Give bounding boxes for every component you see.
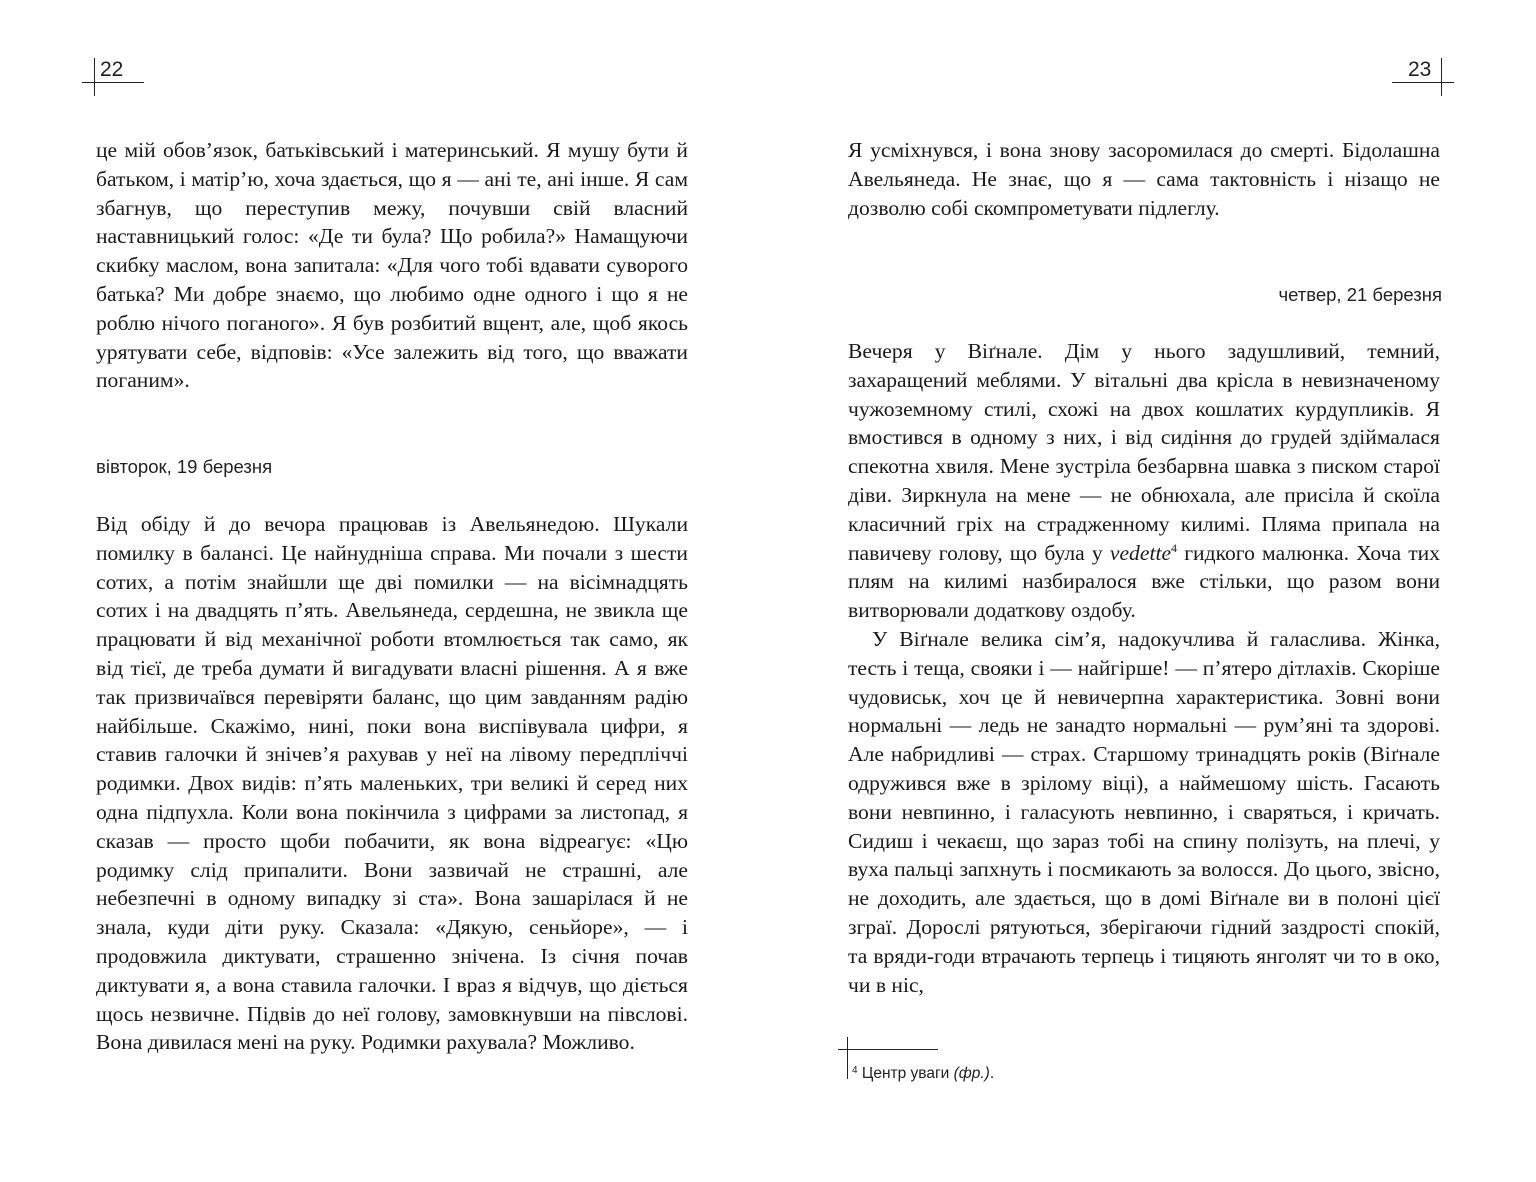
text-block-top	[848, 136, 1440, 222]
paragraph: Від обіду й до вечора працював із Авельянедою. Шукали помилку в балансі. Це найнудніша справа. Ми почали з шести сотих, а потім знайшли ще дві помилки — на вісімнадцять сотих і на двадцять п’ять. Авельянеда, сердешна, не звикла ще працювати й від механічної роботи втомлюється так само, як від тієї, де треба думати й вигадувати власні рішення. А я вже так призвичаївся перевіряти баланс, що цим завданням радію найбільше. Скажімо, нині, поки вона виспівувала цифри, я ставив галочки й знічев’я рахував у неї на лівому передпліччі родимки. Двох видів: п’ять маленьких, три великі й серед них одна підпухла. Коли вона покінчила з цифрами за листопад, я сказав — просто щоби побачити, як вона відреагує: «Цю родимку слід припалити. Вони зазвичай не страшні, але небезпечні в одному випадку зі ста». Вона зашарілася й не знала, куди діти руку. Сказала: «Дякую, сеньйоре», — і продовжила диктувати, страшенно знічена. Із січня почав диктувати я, а вона ставила галочки. І враз я відчув, що діється щось незвичне. Підвів до неї голову, замовкнувши на півслові. Вона дивилася мені на руку. Родимки рахувала? Можливо.	[96, 512, 688, 1055]
right-page	[768, 0, 1536, 1182]
footnote-language: (фр.)	[953, 1065, 990, 1082]
footnote-rule	[838, 1049, 938, 1050]
text-block-main	[96, 510, 688, 1057]
page-number: 22	[100, 58, 124, 81]
footnote-number: 4	[852, 1065, 858, 1076]
footnote	[852, 1061, 994, 1084]
corner-mark-vertical	[1441, 58, 1442, 96]
paragraph: це мій обов’язок, батьківський і материнський. Я мушу бути й батьком, і матір’ю, хоча здається, що я — ані те, ані інше. Я сам збагнув, що переступив межу, почувши свій власний наставницький голос: «Де ти була? Що робила?» Намащуючи скибку маслом, вона запитала: «Для чого тобі вдавати суворого батька? Ми добре знаємо, що любимо одне одного і що я не роблю нічого поганого». Я був розбитий вщент, але, щоб якось урятувати себе, відповів: «Усе залежить від того, що вважати поганим».	[96, 138, 688, 393]
corner-mark-horizontal	[1392, 82, 1454, 83]
text-block-main	[848, 337, 1440, 999]
page-number: 23	[1408, 58, 1432, 81]
dateline: четвер, 21 березня	[1278, 284, 1442, 305]
paragraph-text: гидкого малюнка. Хоча тих плям на килимі назбиралося вже стільки, що разом вони витворювали додаткову оздобу.	[848, 540, 1440, 623]
paragraph: У Віґнале велика сім’я, надокучлива й галаслива. Жінка, тесть і теща, свояки і — найгірше! — п’ятеро дітлахів. Скоріше чудовиськ, хоч це й невичерпна характеристика. Зовні вони нормальні — ледь не занадто нормальні — рум’яні та здорові. Але набридливі — страх. Старшому тринадцять років (Віґнале одружився вже в зрілому віці), а наймешому шість. Гасають вони невпинно, і галасують невпинно, і сваряться, і кричать. Сидиш і чекаєш, що зараз тобі на спину полізуть, на плечі, у вуха пальці запхнуть і посмикають за волосся. До цього, звісно, не доходить, але здається, що в домі Віґнале ви в полоні цієї зграї. Дорослі рятуються, зберігаючи гідний заздрості спокій, та вряди-годи втрачають терпець і тицяють янголят чи то в око, чи в ніс,	[848, 626, 1440, 997]
dateline: вівторок, 19 березня	[96, 456, 273, 477]
text-block-top	[96, 136, 688, 395]
foreign-word: vedette	[1109, 540, 1172, 565]
paragraph-text: Вечеря у Віґнале. Дім у нього задушливий, темний, захаращений меблями. У вітальні два крісла в невизначеному чужоземному стилі, схожі на двох кошлатих курдупликів. Я вмостився в одному з них, і від сидіння до грудей здіймалася спекотна хвиля. Мене зустріла безбарвна шавка з писком старої діви. Зиркнула на мене — не обнюхала, але присіла й скоїла класичний гріх на страдженному килимі. Пляма припала на павичеву голову, що була у	[848, 339, 1440, 565]
footnote-reference: 4	[1171, 540, 1178, 555]
footnote-end: .	[989, 1065, 995, 1082]
paragraph: Я усміхнувся, і вона знову засоромилася до смерті. Бідолашна Авельянеда. Не знає, що я — сама тактовність і нізащо не дозволю собі скомпрометувати підлеглу.	[848, 138, 1440, 220]
footnote-rule-vertical	[847, 1037, 848, 1079]
corner-mark-vertical	[94, 58, 95, 96]
paragraph	[848, 337, 1440, 625]
footnote-text: Центр уваги	[861, 1065, 950, 1082]
corner-mark-horizontal	[82, 82, 144, 83]
